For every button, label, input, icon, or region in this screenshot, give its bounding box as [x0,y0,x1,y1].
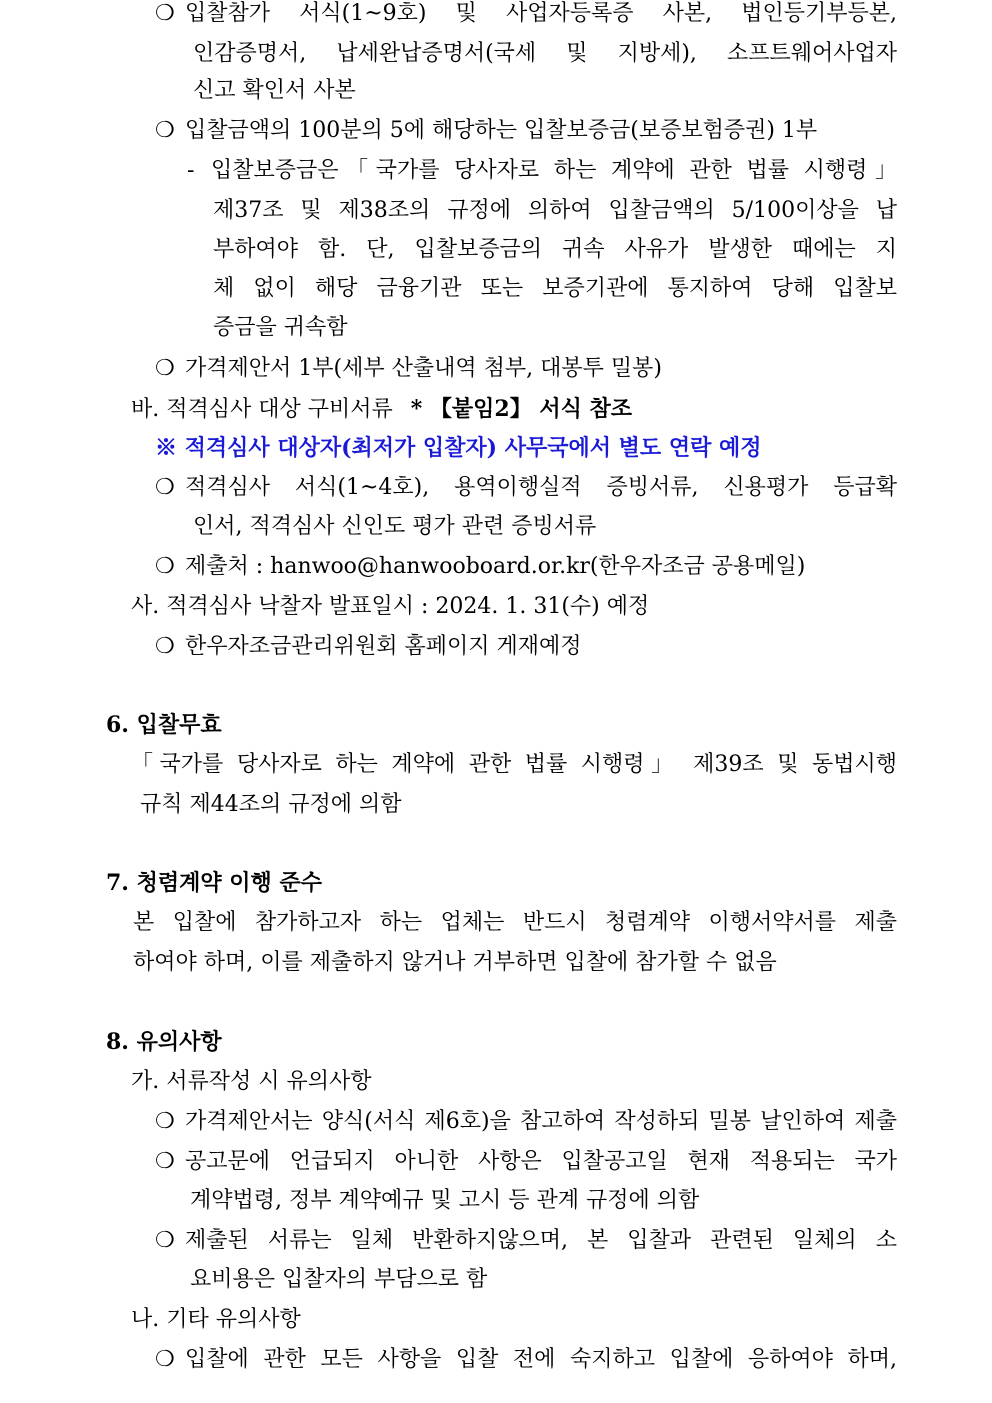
section-heading: 6. 입찰무효 [106,712,222,738]
subsection-title: 가. 서류작성 시 유의사항 [131,1069,372,1094]
bullet-circle-icon: ❍ [155,634,175,659]
list-item-text: 제출된 서류는 일체 반환하지않으며, 본 입찰과 관련된 일체의 소 [185,1228,897,1253]
bullet-circle-icon: ❍ [155,554,175,579]
bullet-circle-icon: ❍ [155,118,175,143]
list-item [155,0,897,28]
list-item-continuation: 신고 확인서 사본 [193,78,356,103]
list-item-text: 입찰참가 서식(1~9호) 및 사업자등록증 사본, 법인등기부등본, [185,1,897,26]
bullet-circle-icon: ❍ [155,1,175,26]
list-item [155,633,582,661]
list-item-text: 가격제안서는 양식(서식 제6호)을 참고하여 작성하되 밀봉 날인하여 제출 [185,1109,897,1134]
sub-list-item [187,157,897,185]
list-item-text: 공고문에 언급되지 아니한 사항은 입찰공고일 현재 적용되는 국가 [185,1149,897,1174]
notice-text: ※ 적격심사 대상자(최저가 입찰자) 사무국에서 별도 연락 예정 [155,435,762,461]
bullet-circle-icon: ❍ [155,1228,175,1253]
list-item [155,1108,897,1136]
list-item [155,474,897,502]
bullet-circle-icon: ❍ [155,1109,175,1134]
paragraph-line: 규칙 제44조의 규정에 의함 [140,792,402,817]
list-item-text: 제출처 : hanwoo@hanwooboard.or.kr(한우자조금 공용메일) [185,554,806,579]
list-item-continuation: 인감증명서, 납세완납증명서(국세 및 지방세), 소프트웨어사업자 [193,41,897,66]
bullet-circle-icon: ❍ [155,1347,175,1372]
dash-marker: - [187,158,195,183]
list-item-text: 가격제안서 1부(세부 산출내역 첨부, 대봉투 밀봉) [185,356,662,381]
list-item [155,117,817,145]
list-item [155,1346,897,1374]
subsection-title [131,395,632,423]
paragraph-line: 「국가를 당사자로 하는 계약에 관한 법률 시행령」 제39조 및 동법시행 [131,752,897,777]
list-item-continuation: 인서, 적격심사 신인도 평가 관련 증빙서류 [193,514,597,539]
attachment-reference: * 【붙임2】 서식 참조 [410,396,633,422]
list-item-text: 입찰금액의 100분의 5에 해당하는 입찰보증금(보증보험증권) 1부 [185,118,818,143]
sub-list-item-continuation: 제37조 및 제38조의 규정에 의하여 입찰금액의 5/100이상을 납 [213,198,897,223]
list-item [155,553,805,581]
sub-list-item-text: 입찰보증금은「국가를 당사자로 하는 계약에 관한 법률 시행령」 [211,158,897,183]
section-heading: 8. 유의사항 [106,1029,222,1055]
list-item [155,1148,897,1176]
list-item-continuation: 계약법령, 정부 계약예규 및 고시 등 관계 규정에 의함 [190,1188,700,1213]
bullet-circle-icon: ❍ [155,1149,175,1174]
list-item [155,1227,897,1255]
subsection-title: 나. 기타 유의사항 [131,1307,301,1332]
list-item [155,355,662,383]
subsection-title: 사. 적격심사 낙찰자 발표일시 : 2024. 1. 31(수) 예정 [131,594,650,619]
section-heading: 7. 청렴계약 이행 준수 [106,870,322,896]
sub-list-item-continuation: 증금을 귀속함 [213,315,348,340]
list-item-text: 적격심사 서식(1~4호), 용역이행실적 증빙서류, 신용평가 등급확 [185,475,897,500]
bullet-circle-icon: ❍ [155,475,175,500]
paragraph-line: 하여야 하며, 이를 제출하지 않거나 거부하면 입찰에 참가할 수 없음 [133,950,777,975]
list-item-continuation: 요비용은 입찰자의 부담으로 함 [190,1267,488,1292]
sub-list-item-continuation: 체 없이 해당 금융기관 또는 보증기관에 통지하여 당해 입찰보 [213,276,897,301]
bullet-circle-icon: ❍ [155,356,175,381]
sub-list-item-continuation: 부하여야 함. 단, 입찰보증금의 귀속 사유가 발생한 때에는 지 [213,237,897,262]
list-item-text: 한우자조금관리위원회 홈페이지 게재예정 [185,634,582,659]
list-item-text: 입찰에 관한 모든 사항을 입찰 전에 숙지하고 입찰에 응하여야 하며, [185,1347,897,1372]
paragraph-line: 본 입찰에 참가하고자 하는 업체는 반드시 청렴계약 이행서약서를 제출 [133,910,897,935]
subsection-title-text: 바. 적격심사 대상 구비서류 [131,397,393,422]
